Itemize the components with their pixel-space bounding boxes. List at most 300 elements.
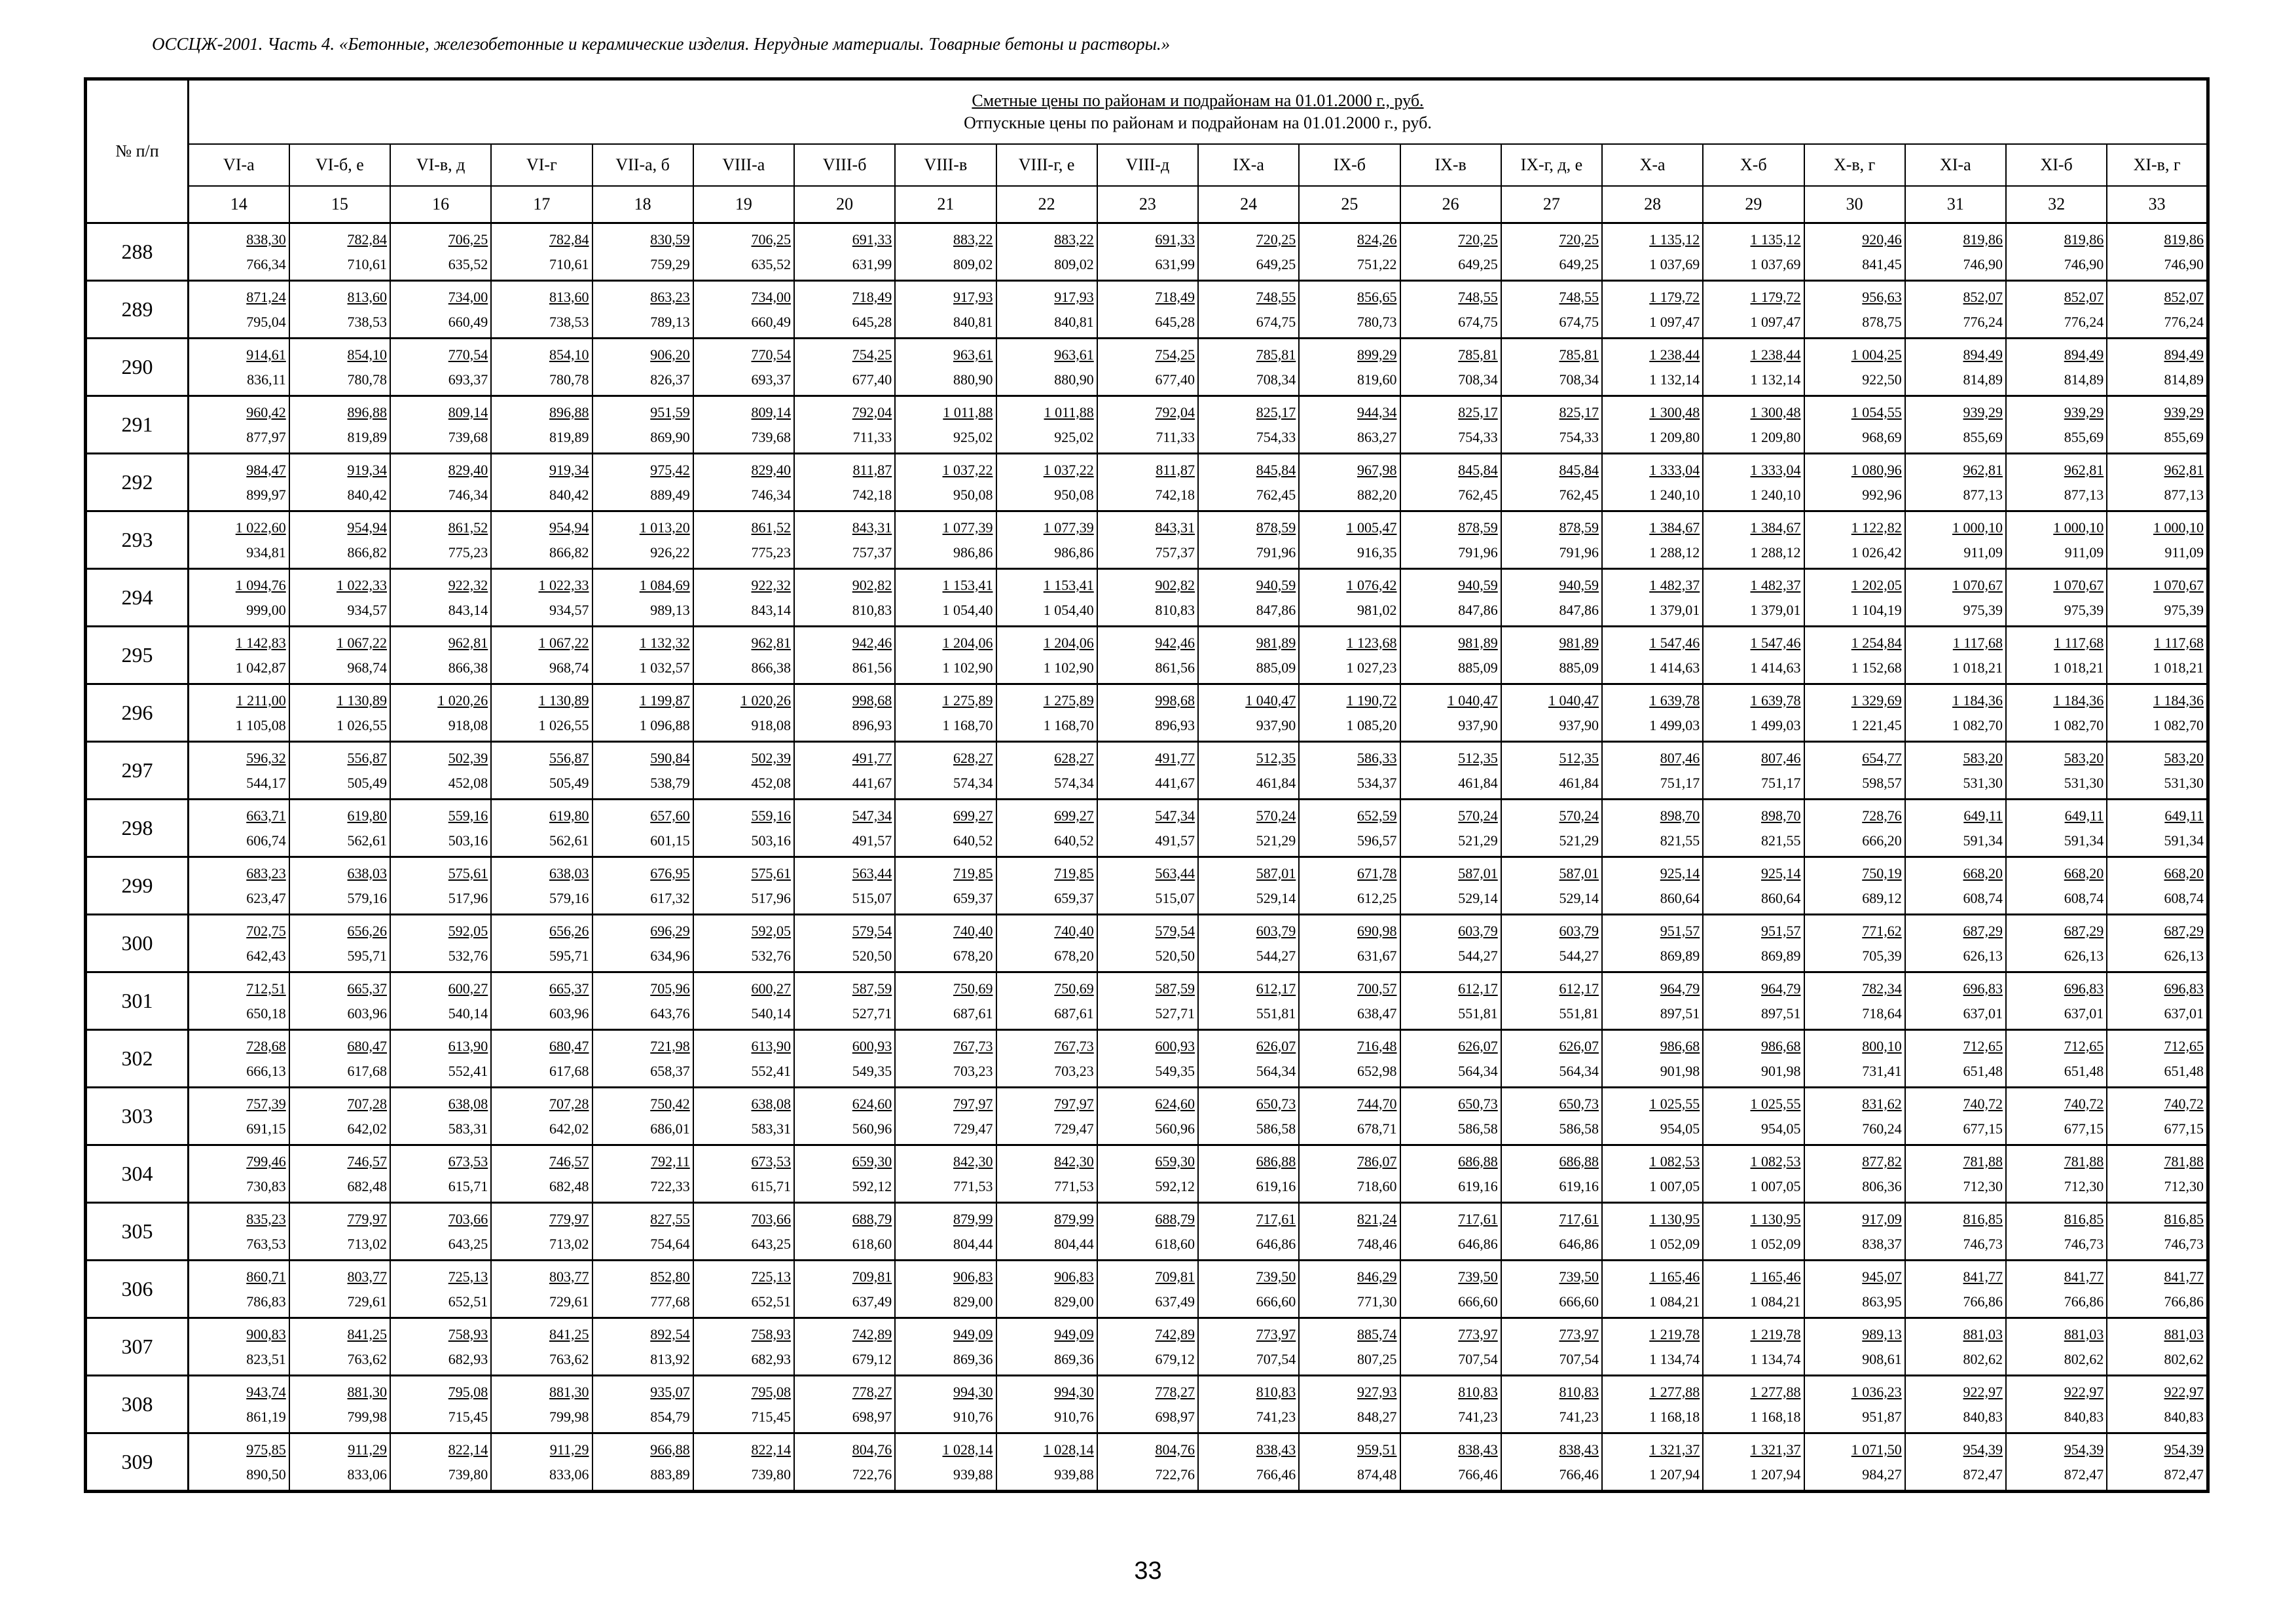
price-cell [1299,915,1400,972]
price-cell [2107,800,2208,857]
release-price: 521,29 [1458,832,1498,849]
release-price: 1 379,01 [1750,601,1801,618]
estimate-price: 673,53 [448,1153,488,1170]
estimate-price: 1 384,67 [1750,519,1801,536]
release-price: 934,81 [246,544,286,561]
price-cell [996,1318,1097,1376]
price-cell [2006,1433,2107,1492]
estimate-price: 1 184,36 [2153,692,2204,709]
release-price: 742,18 [852,486,892,503]
release-price: 877,13 [1963,486,2003,503]
release-price: 531,30 [1963,774,2003,791]
estimate-price: 1 275,89 [942,692,993,709]
estimate-price: 512,35 [1256,749,1296,766]
estimate-price: 559,16 [751,807,791,824]
price-cell [1804,1261,1905,1318]
price-cell [189,339,289,396]
release-price: 1 007,05 [1750,1177,1801,1194]
estimate-price: 860,71 [246,1268,286,1285]
estimate-price: 1 036,23 [1851,1383,1902,1400]
price-table-container [84,77,2210,1493]
release-price: 804,44 [953,1235,993,1252]
release-price: 855,69 [2164,428,2204,445]
price-cell [1703,454,1804,511]
estimate-price: 1 547,46 [1649,634,1700,651]
price-cell [2006,857,2107,915]
zone-header: X-а [1602,144,1703,186]
price-cell [1602,454,1703,511]
estimate-price: 587,01 [1458,864,1498,881]
release-price: 863,27 [1357,428,1397,445]
release-price: 574,34 [1054,774,1094,791]
price-cell [491,1261,592,1318]
price-cell [1198,1203,1299,1261]
estimate-price: 1 020,26 [740,692,791,709]
release-price: 780,78 [347,371,387,388]
release-price: 1 499,03 [1649,716,1700,733]
estimate-price: 600,27 [751,980,791,997]
release-price: 635,52 [448,255,488,272]
estimate-price: 686,88 [1559,1153,1599,1170]
estimate-price: 994,30 [953,1383,993,1400]
price-cell [1602,223,1703,281]
estimate-price: 1 165,46 [1750,1268,1801,1285]
release-price: 1 104,19 [1851,601,1902,618]
estimate-price: 603,79 [1256,922,1296,939]
release-price: 840,42 [549,486,589,503]
release-price: 534,37 [1357,774,1397,791]
estimate-price: 696,83 [1963,980,2003,997]
price-cell [2006,1261,2107,1318]
release-price: 564,34 [1458,1062,1498,1079]
release-price: 746,90 [2064,255,2104,272]
release-price: 954,05 [1660,1120,1700,1137]
price-cell [1804,569,1905,627]
estimate-price: 881,03 [2164,1325,2204,1342]
column-number: 19 [693,186,794,223]
estimate-price: 843,31 [852,519,892,536]
price-cell [1501,1088,1602,1145]
estimate-price: 962,81 [2064,461,2104,478]
release-price: 560,96 [1155,1120,1195,1137]
release-price: 631,99 [1155,255,1195,272]
price-cell [1703,1145,1804,1203]
price-cell [1501,569,1602,627]
estimate-price: 1 040,47 [1447,692,1498,709]
release-price: 650,18 [246,1005,286,1022]
price-cell [592,1318,693,1376]
estimate-price: 883,22 [953,231,993,248]
estimate-price: 716,48 [1357,1037,1397,1054]
release-price: 612,25 [1357,889,1397,906]
price-cell [1198,1376,1299,1433]
price-cell [289,1203,390,1261]
release-price: 975,39 [2064,601,2104,618]
release-price: 746,34 [751,486,791,503]
price-cell [693,281,794,339]
estimate-price: 696,83 [2064,980,2104,997]
price-cell [390,1376,491,1433]
price-cell [794,1376,895,1433]
release-price: 646,86 [1559,1235,1599,1252]
price-cell [895,281,996,339]
row-number: 304 [86,1145,189,1203]
price-cell [895,684,996,742]
release-price: 608,74 [1963,889,2003,906]
release-price: 503,16 [751,832,791,849]
price-cell [1905,800,2006,857]
table-head [86,79,2208,223]
estimate-price: 911,29 [348,1441,387,1458]
release-price: 791,96 [1256,544,1296,561]
price-cell [1198,684,1299,742]
estimate-price: 809,14 [751,403,791,420]
price-cell [1097,1376,1198,1433]
row-number: 298 [86,800,189,857]
price-cell [794,1433,895,1492]
price-cell [1905,742,2006,800]
price-cell [592,857,693,915]
estimate-price: 939,29 [2064,403,2104,420]
estimate-price: 626,07 [1256,1037,1296,1054]
price-cell [996,396,1097,454]
release-price: 529,14 [1559,889,1599,906]
price-table [84,77,2210,1493]
release-price: 1 414,63 [1649,659,1700,676]
price-cell [1501,1433,1602,1492]
release-price: 760,24 [1862,1120,1902,1137]
price-cell [491,511,592,569]
estimate-price: 613,90 [448,1037,488,1054]
release-price: 682,48 [347,1177,387,1194]
release-price: 693,37 [751,371,791,388]
release-price: 713,02 [549,1235,589,1252]
price-cell [1501,915,1602,972]
table-row [86,915,2208,972]
price-cell [289,454,390,511]
estimate-price: 951,59 [650,403,690,420]
price-cell [1905,339,2006,396]
release-price: 560,96 [852,1120,892,1137]
estimate-price: 570,24 [1559,807,1599,824]
release-price: 686,01 [650,1120,690,1137]
estimate-price: 1 254,84 [1851,634,1902,651]
estimate-price: 810,83 [1256,1383,1296,1400]
zone-header: IX-в [1400,144,1501,186]
price-cell [592,684,693,742]
estimate-price: 575,61 [751,864,791,881]
price-cell [289,1433,390,1492]
release-price: 651,48 [2164,1062,2204,1079]
release-price: 739,80 [751,1466,791,1483]
estimate-price: 949,09 [1054,1325,1094,1342]
price-cell [1097,1145,1198,1203]
price-cell [2107,569,2208,627]
estimate-price: 810,83 [1559,1383,1599,1400]
release-price: 521,29 [1256,832,1296,849]
estimate-price: 1 321,37 [1649,1441,1700,1458]
estimate-price: 804,76 [852,1441,892,1458]
price-cell [1804,1145,1905,1203]
price-cell [1602,1261,1703,1318]
price-cell [693,223,794,281]
price-cell [2107,454,2208,511]
release-price: 531,30 [2164,774,2204,791]
price-cell [1905,281,2006,339]
estimate-price: 782,84 [549,231,589,248]
estimate-price: 885,74 [1357,1325,1397,1342]
price-cell [390,915,491,972]
estimate-price: 1 071,50 [1851,1441,1902,1458]
estimate-price: 687,29 [1963,922,2003,939]
release-price: 1 007,05 [1649,1177,1700,1194]
price-cell [2107,684,2208,742]
column-number: 31 [1905,186,2006,223]
release-price: 826,37 [650,371,690,388]
column-number: 23 [1097,186,1198,223]
release-price: 452,08 [448,774,488,791]
release-price: 1 132,14 [1750,371,1801,388]
row-number: 301 [86,972,189,1030]
release-price: 712,30 [2064,1177,2104,1194]
row-number: 290 [86,339,189,396]
estimate-price: 570,24 [1256,807,1296,824]
price-cell [592,1261,693,1318]
release-price: 806,36 [1862,1177,1902,1194]
price-cell [592,1088,693,1145]
estimate-price: 917,09 [1862,1210,1902,1227]
release-price: 586,58 [1458,1120,1498,1137]
release-price: 813,92 [650,1350,690,1367]
release-price: 741,23 [1559,1408,1599,1425]
estimate-price: 1 135,12 [1750,231,1801,248]
release-price: 863,95 [1862,1293,1902,1310]
estimate-price: 728,76 [1862,807,1902,824]
price-cell [1299,569,1400,627]
price-cell [1299,684,1400,742]
release-price: 922,50 [1862,371,1902,388]
estimate-price: 686,88 [1458,1153,1498,1170]
price-cell [1804,1030,1905,1088]
price-cell [693,1433,794,1492]
release-price: 843,14 [751,601,791,618]
estimate-price: 1 011,88 [943,403,993,420]
release-price: 819,89 [347,428,387,445]
release-price: 771,53 [953,1177,993,1194]
estimate-price: 771,62 [1862,922,1902,939]
release-price: 951,87 [1862,1408,1902,1425]
release-price: 911,09 [2164,544,2204,561]
release-price: 751,22 [1357,255,1397,272]
price-cell [1703,396,1804,454]
release-price: 789,13 [650,313,690,330]
price-cell [491,1318,592,1376]
release-price: 766,46 [1458,1466,1498,1483]
price-cell [1400,1433,1501,1492]
estimate-price: 951,57 [1761,922,1801,939]
estimate-price: 1 004,25 [1851,346,1902,363]
row-number: 305 [86,1203,189,1261]
release-price: 877,13 [2064,486,2104,503]
price-cell [693,1030,794,1088]
estimate-price: 843,31 [1155,519,1195,536]
release-price: 1 052,09 [1750,1235,1801,1252]
table-row [86,396,2208,454]
release-price: 1 134,74 [1649,1350,1700,1367]
release-price: 1 499,03 [1750,716,1801,733]
release-price: 814,89 [1963,371,2003,388]
estimate-price: 1 067,22 [538,634,589,651]
release-price: 766,34 [246,255,286,272]
estimate-price: 1 005,47 [1346,519,1397,536]
price-cell [189,972,289,1030]
estimate-price: 656,26 [549,922,589,939]
price-cell [390,511,491,569]
estimate-price: 696,29 [650,922,690,939]
price-cell [1299,511,1400,569]
estimate-price: 922,97 [1963,1383,2003,1400]
release-price: 677,15 [2064,1120,2104,1137]
price-cell [2107,339,2208,396]
estimate-price: 1 122,82 [1851,519,1902,536]
estimate-price: 962,81 [1963,461,2003,478]
estimate-price: 707,28 [549,1095,589,1112]
price-cell [1703,223,1804,281]
release-price: 645,28 [1155,313,1195,330]
estimate-price: 900,83 [246,1325,286,1342]
estimate-price: 896,88 [549,403,589,420]
estimate-price: 906,83 [1054,1268,1094,1285]
release-price: 551,81 [1559,1005,1599,1022]
price-cell [1905,1376,2006,1433]
price-cell [592,1433,693,1492]
estimate-price: 686,88 [1256,1153,1296,1170]
price-cell [1602,511,1703,569]
release-price: 771,53 [1054,1177,1094,1194]
estimate-price: 739,50 [1256,1268,1296,1285]
estimate-price: 779,97 [549,1210,589,1227]
release-price: 540,14 [448,1005,488,1022]
estimate-price: 917,93 [1054,288,1094,305]
zone-header: IX-б [1299,144,1400,186]
release-price: 634,96 [650,947,690,964]
price-cell [1299,857,1400,915]
price-cell [693,627,794,684]
price-cell [996,1376,1097,1433]
release-price: 860,64 [1761,889,1801,906]
estimate-price: 960,42 [246,403,286,420]
release-price: 718,60 [1357,1177,1397,1194]
table-row [86,1318,2208,1376]
price-cell [1400,1203,1501,1261]
estimate-price: 563,44 [852,864,892,881]
estimate-price: 719,85 [953,864,993,881]
estimate-price: 927,93 [1357,1383,1397,1400]
price-cell [189,800,289,857]
release-price: 877,97 [246,428,286,445]
release-price: 786,83 [246,1293,286,1310]
estimate-price: 740,72 [2164,1095,2204,1112]
release-price: 666,60 [1559,1293,1599,1310]
row-number: 302 [86,1030,189,1088]
release-price: 802,62 [1963,1350,2003,1367]
price-cell [996,339,1097,396]
table-row [86,281,2208,339]
release-price: 791,96 [1559,544,1599,561]
release-price: 855,69 [1963,428,2003,445]
table-row [86,454,2208,511]
estimate-price: 1 028,14 [942,1441,993,1458]
estimate-price: 906,83 [953,1268,993,1285]
column-number: 32 [2006,186,2107,223]
release-price: 583,31 [448,1120,488,1137]
row-number: 297 [86,742,189,800]
release-price: 544,27 [1256,947,1296,964]
price-cell [794,454,895,511]
price-cell [1198,569,1299,627]
price-cell [996,511,1097,569]
estimate-price: 1 329,69 [1851,692,1902,709]
estimate-price: 491,77 [1155,749,1195,766]
release-price: 823,51 [246,1350,286,1367]
table-row [86,511,2208,569]
release-price: 1 037,69 [1750,255,1801,272]
estimate-price: 665,37 [549,980,589,997]
price-cell [1501,1318,1602,1376]
estimate-price: 1 037,22 [1043,461,1094,478]
price-cell [1501,223,1602,281]
price-cell [1804,742,1905,800]
price-cell [2107,396,2208,454]
estimate-price: 795,08 [751,1383,791,1400]
estimate-price: 1 067,22 [337,634,387,651]
release-price: 833,06 [347,1466,387,1483]
price-cell [2006,223,2107,281]
npp-header: № п/п [86,79,189,223]
release-price: 707,54 [1559,1350,1599,1367]
price-cell [390,1088,491,1145]
release-price: 880,90 [953,371,993,388]
release-price: 746,73 [1963,1235,2003,1252]
price-cell [996,454,1097,511]
price-cell [1703,684,1804,742]
price-cell [895,1318,996,1376]
price-cell [794,1088,895,1145]
estimate-price: 940,59 [1256,576,1296,593]
price-cell [491,454,592,511]
estimate-price: 942,46 [1155,634,1195,651]
estimate-price: 750,69 [953,980,993,997]
release-price: 986,86 [953,544,993,561]
estimate-price: 852,07 [1963,288,2003,305]
price-cell [491,742,592,800]
release-price: 615,71 [448,1177,488,1194]
estimate-price: 967,98 [1357,461,1397,478]
estimate-price: 619,80 [549,807,589,824]
estimate-price: 943,74 [246,1383,286,1400]
estimate-price: 687,29 [2164,922,2204,939]
estimate-price: 1 117,68 [2054,634,2104,651]
price-cell [2006,1030,2107,1088]
price-cell [390,396,491,454]
estimate-price: 838,43 [1458,1441,1498,1458]
estimate-price: 1 639,78 [1750,692,1801,709]
estimate-price: 954,39 [2064,1441,2104,1458]
estimate-price: 563,44 [1155,864,1195,881]
estimate-price: 877,82 [1862,1153,1902,1170]
release-price: 739,68 [751,428,791,445]
release-price: 642,02 [549,1120,589,1137]
